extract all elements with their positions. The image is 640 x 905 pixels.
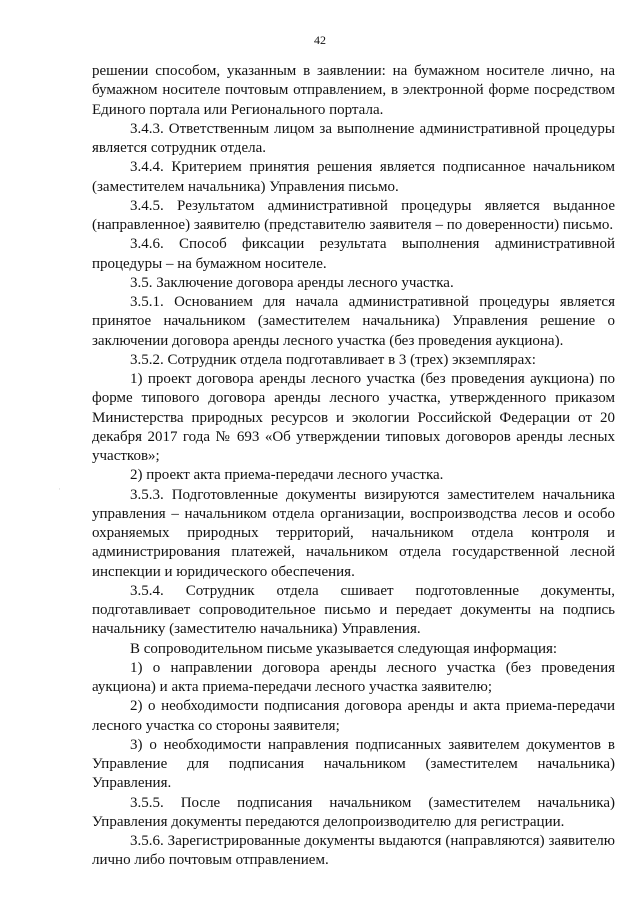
paragraph: 3.5.2. Сотрудник отдела подготавливает в 3 (трех) экземплярах: [130, 351, 536, 368]
paragraph: решении способом, указанным в заявлении: на бумажном носителе лично, на бумажном носителе почтовым отправлением, в электронной форме посредством Единого портала или Регионального портала. [92, 63, 615, 118]
paragraph: 1) о направлении договора аренды лесного участка (без проведения аукциона) и акта приема-передачи лесного участка заявителю; [92, 659, 615, 695]
page-number: 42 [314, 33, 326, 47]
paragraph: 2) проект акта приема-передачи лесного участка. [130, 467, 444, 484]
paragraph: 3.4.3. Ответственным лицом за выполнение административной процедуры является сотрудник отдела. [92, 120, 615, 156]
paragraph: 3.5.3. Подготовленные документы визируются заместителем начальника управления – начальником отдела организации, воспроизводства лесов и особо охраняемых природных территорий, начальником отдела контроля и администрирования платежей, начальником отдела государственной лесной инспекции и юридического обеспечения. [92, 486, 615, 580]
paragraph: 1) проект договора аренды лесного участка (без проведения аукциона) по форме типового договора аренды лесного участка, утвержденного приказом Министерства природных ресурсов и экологии Российской Федерации от 20 декабря 2017 года № 693 «Об утверждении типовых договоров аренды лесных участков»; [92, 371, 615, 464]
paragraph: 3.5.6. Зарегистрированные документы выдаются (направляются) заявителю лично либо почтовым отправлением. [92, 833, 615, 869]
paragraph: 3) о необходимости направления подписанных заявителем документов в Управление для подписания начальником (заместителем начальника) Управления. [92, 736, 615, 792]
paragraph: 3.5.1. Основанием для начала административной процедуры является принятое начальником (заместителем начальника) Управления решение о заключении договора аренды лесного участка (без проведения аукциона). [92, 294, 615, 349]
paragraph: 3.5. Заключение договора аренды лесного участка. [130, 274, 454, 291]
binding-mark: · [58, 484, 61, 494]
paragraph: 2) о необходимости подписания договора аренды и акта приема-передачи лесного участка со стороны заявителя; [92, 698, 615, 734]
document-body [92, 62, 615, 871]
paragraph: 3.4.6. Способ фиксации результата выполнения административной процедуры – на бумажном носителе. [92, 236, 615, 272]
paragraph: В сопроводительном письме указывается следующая информация: [130, 640, 558, 657]
paragraph: 3.5.4. Сотрудник отдела сшивает подготовленные документы, подготавливает сопроводительное письмо и передает документы на подпись начальнику (заместителю начальника) Управления. [92, 582, 615, 638]
paragraph: 3.4.4. Критерием принятия решения является подписанное начальником (заместителем начальника) Управления письмо. [92, 159, 615, 195]
paragraph: 3.5.5. После подписания начальником (заместителем начальника) Управления документы передаются делопроизводителю для регистрации. [92, 794, 615, 830]
paragraph: 3.4.5. Результатом административной процедуры является выданное (направленное) заявителю (представителю заявителя – по доверенности) письмо. [92, 197, 615, 233]
